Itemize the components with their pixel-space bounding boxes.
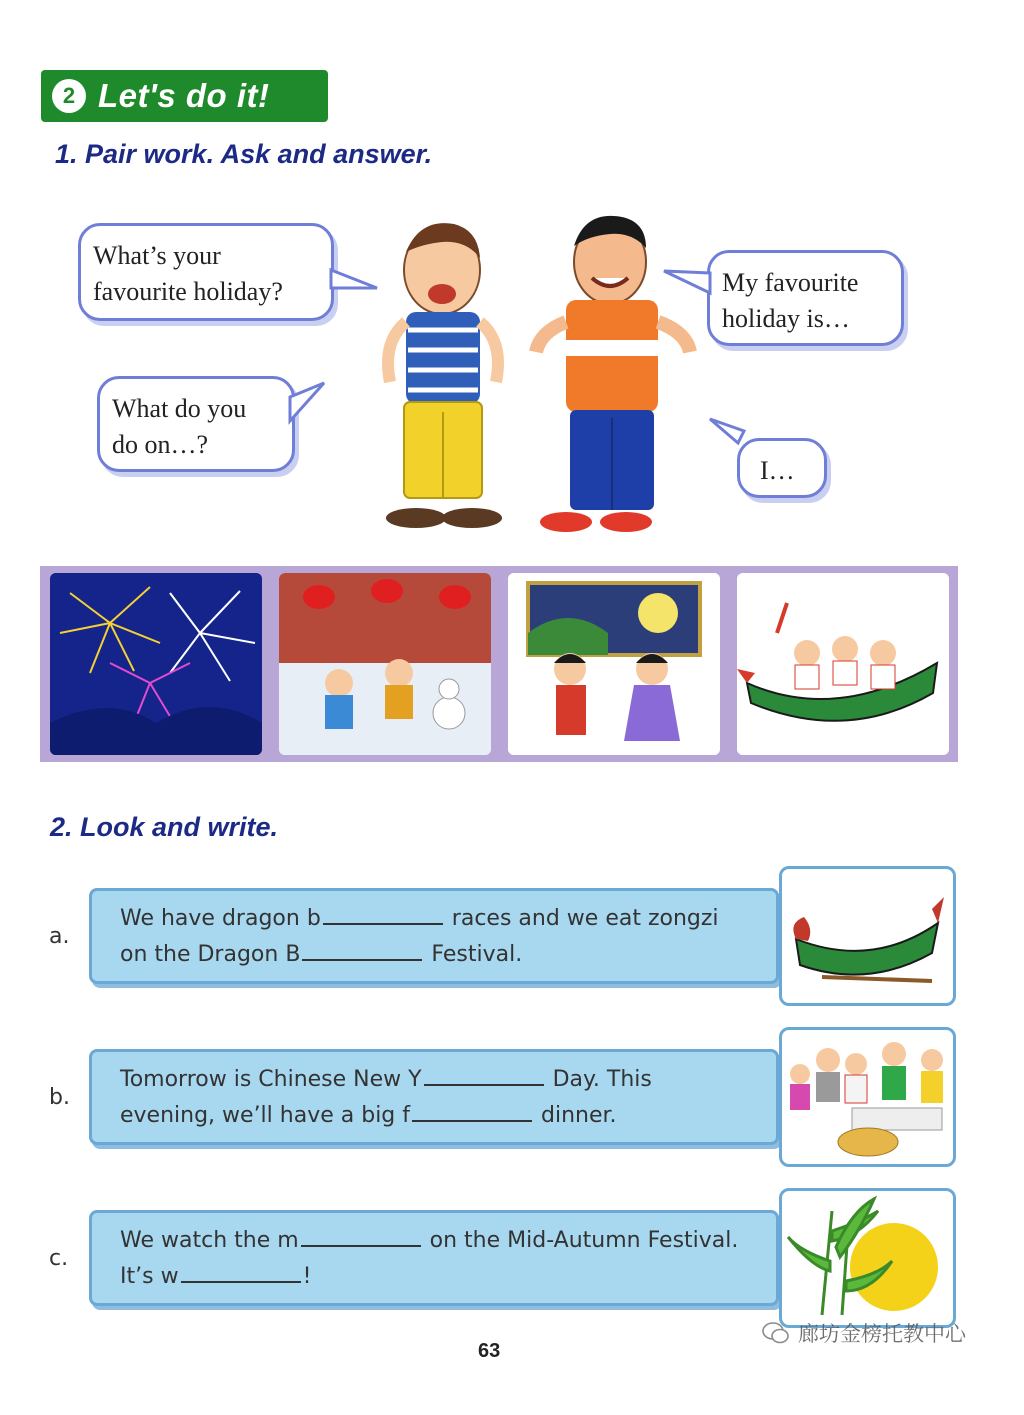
holiday-picture-strip (40, 566, 958, 762)
exercise-text: Tomorrow is Chinese New Y (120, 1067, 422, 1092)
answer-blank[interactable] (323, 901, 443, 925)
exercise-text: It’s w (120, 1264, 179, 1289)
exercise-text: ! (302, 1264, 312, 1289)
exercise-a-box (89, 888, 779, 984)
bubble-text-line: My favourite (722, 268, 859, 297)
watermark (762, 1318, 966, 1348)
exercise-text: dinner. (541, 1103, 617, 1128)
exercise-text: We watch the m (120, 1228, 299, 1253)
exercise-line (120, 901, 762, 937)
watermark-text: 廊坊金榜托教中心 (798, 1323, 966, 1346)
two-boys-illustration (370, 212, 710, 542)
exercise-line (120, 937, 762, 973)
exercise-text: on the Mid-Autumn Festival. (429, 1228, 739, 1253)
exercise-line (120, 1098, 762, 1134)
dragon-boat-image (779, 866, 956, 1006)
exercise-letter: a. (49, 924, 70, 949)
family-dinner-image (779, 1027, 956, 1167)
exercise-text: Festival. (431, 942, 523, 967)
exercise-letter: b. (49, 1085, 70, 1110)
exercise-text: We have dragon b (120, 906, 321, 931)
answer-blank[interactable] (301, 1223, 421, 1247)
bubble-tail (714, 425, 744, 455)
boy-orange-shirt (536, 216, 690, 532)
answer-blank[interactable] (181, 1259, 301, 1283)
exercise-c-box (89, 1210, 779, 1306)
part2-title: 2. Look and write. (50, 812, 279, 842)
section-title: Let's do it! (98, 77, 270, 114)
bubble-text-line: What’s your (93, 241, 221, 270)
bubble-text-line: favourite holiday? (93, 277, 283, 306)
spring-festival-image (279, 573, 491, 755)
speech-bubble-answer-1 (707, 250, 904, 346)
exercise-b-box (89, 1049, 779, 1145)
exercise-line (120, 1062, 762, 1098)
bubble-text-line: I… (760, 456, 795, 485)
exercise-letter: c. (49, 1246, 69, 1271)
exercise-line (120, 1223, 762, 1259)
dragon-boat-image (737, 573, 949, 755)
answer-blank[interactable] (424, 1062, 544, 1086)
bubble-text-line: What do you (112, 394, 247, 423)
moon-bamboo-image (779, 1188, 956, 1328)
section-badge (41, 70, 328, 122)
exercise-text: on the Dragon B (120, 942, 301, 967)
section-number: 2 (52, 79, 86, 113)
answer-blank[interactable] (302, 937, 422, 961)
speech-bubble-question-2 (97, 376, 295, 472)
exercise-line (120, 1259, 762, 1295)
bubble-text-line: do on…? (112, 430, 209, 459)
exercise-text: Day. This (552, 1067, 652, 1092)
bubble-tail (290, 391, 330, 431)
bubble-text-line: holiday is… (722, 304, 850, 333)
page-number: 63 (478, 1340, 501, 1362)
part1-title: 1. Pair work. Ask and answer. (55, 139, 433, 169)
wechat-icon (762, 1321, 790, 1345)
speech-bubble-answer-2 (737, 438, 827, 498)
fireworks-image (50, 573, 262, 755)
mid-autumn-image (508, 573, 720, 755)
boy-blue-shirt (386, 223, 502, 528)
exercise-text: races and we eat zongzi (451, 906, 719, 931)
speech-bubble-question-1 (78, 223, 334, 321)
answer-blank[interactable] (412, 1098, 532, 1122)
exercise-text: evening, we’ll have a big f (120, 1103, 411, 1128)
